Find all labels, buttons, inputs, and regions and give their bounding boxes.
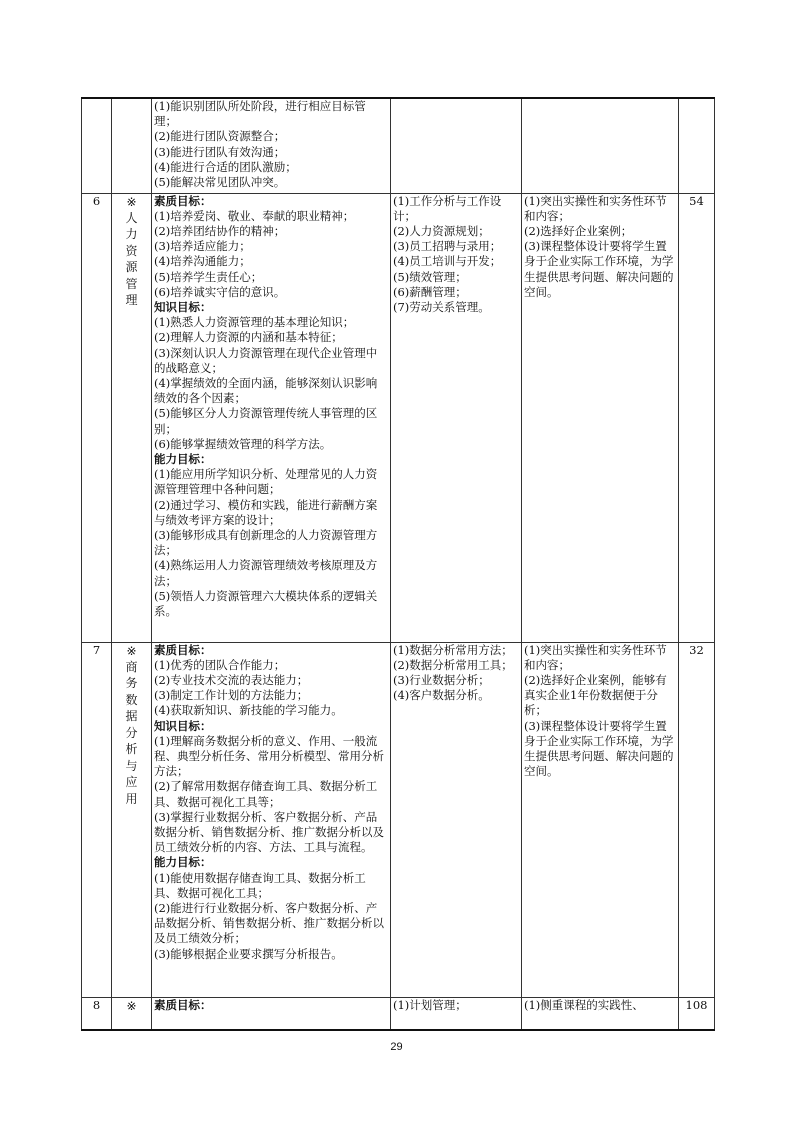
objectives-cell: [152, 997, 391, 1030]
objective-item: (4)掌握绩效的全面内涵，能够深刻认识影响绩效的各个因素；: [154, 375, 378, 406]
objective-heading: 能力目标：: [154, 451, 212, 466]
page-number: 29: [390, 1041, 403, 1053]
hours: 54: [679, 193, 715, 642]
objective-item: (1)能使用数据存储查询工具、数据分析工具、数据可视化工具；: [154, 870, 366, 900]
content-item: (6)薪酬管理；: [393, 284, 467, 299]
objective-item: (2)理解人力资源的内涵和基本特征；: [154, 330, 343, 345]
objective-item: (1)理解商务数据分析的意义、作用、一般流程、典型分析任务、常用分析模型、常用分析方法；: [154, 733, 384, 779]
table-row: [82, 98, 715, 193]
requirement-item: (2)选择好企业案例，能够有真实企业1年份数据便于分析；: [524, 672, 667, 718]
objective-item: (4)培养沟通能力；: [154, 254, 251, 269]
objectives-cell: [152, 98, 391, 193]
content-item: (5)绩效管理；: [393, 269, 467, 284]
objective-item: (4)熟练运用人力资源管理绩效考核原理及方法；: [154, 558, 378, 588]
objective-item: (3)能够根据企业要求撰写分析报告。: [154, 946, 343, 961]
requirement-item: (3)课程整体设计要将学生置身于企业实际工作环境，为学生提供思考问题、解决问题的空间。: [524, 239, 674, 299]
objective-item: (2)培养团结协作的精神；: [154, 223, 286, 238]
objective-heading: 素质目标：: [154, 642, 212, 657]
objective-item: (1)熟悉人力资源管理的基本理论知识；: [154, 315, 355, 330]
objective-item: (4)获取新知识、新技能的学习能力。: [154, 703, 343, 718]
objective-item: (2)能进行行业数据分析、客户数据分析、产品数据分析、销售数据分析、推广数据分析以及员工绩效分析；: [154, 900, 384, 946]
row-number: [82, 98, 112, 193]
content-item: (1)数据分析常用方法；: [393, 642, 513, 657]
core-course-mark: ※: [126, 643, 137, 658]
row-number: 8: [82, 997, 112, 1030]
content-item: (4)员工培训与开发；: [393, 254, 502, 269]
objective-item: (3)能进行团队有效沟通；: [154, 144, 286, 159]
core-course-mark: ※: [126, 194, 137, 209]
objective-heading: 素质目标：: [154, 193, 212, 208]
row-number: 7: [82, 642, 112, 997]
objective-item: (1)能识别团队所处阶段，进行相应目标管理；: [154, 99, 366, 129]
course-name-cell: [112, 642, 152, 997]
objective-item: (2)通过学习、模仿和实践，能进行薪酬方案与绩效考评方案的设计；: [154, 497, 378, 527]
hours: 32: [679, 642, 715, 997]
content-item: (3)员工招聘与录用；: [393, 239, 502, 254]
objectives-cell: [152, 642, 391, 997]
content-item: (1)计划管理；: [393, 997, 467, 1012]
requirement-item: (1)突出实操性和实务性环节和内容；: [524, 193, 667, 223]
objective-heading: 能力目标：: [154, 855, 212, 870]
curriculum-table-sheet: [81, 97, 714, 1031]
objective-item: (2)专业技术交流的表达能力；: [154, 672, 309, 687]
content-item: (7)劳动关系管理。: [393, 299, 490, 314]
requirements-cell: [522, 98, 679, 193]
objective-item: (3)掌握行业数据分析、客户数据分析、产品数据分析、销售数据分析、推广数据分析以及员工绩效分析的内容、方法、工具与流程。: [154, 809, 384, 855]
content-cell: [391, 98, 522, 193]
objective-item: (1)培养爱岗、敬业、奉献的职业精神；: [154, 208, 355, 223]
table-row: [82, 642, 715, 997]
content-cell: [391, 997, 522, 1030]
objective-item: (2)能进行团队资源整合；: [154, 129, 286, 144]
objective-item: (5)领悟人力资源管理六大模块体系的逻辑关系。: [154, 588, 378, 618]
objective-item: (5)能解决常见团队冲突。: [154, 175, 286, 190]
requirement-item: (1)突出实操性和实务性环节和内容；: [524, 642, 667, 672]
content-item: (4)客户数据分析。: [393, 688, 490, 703]
content-cell: [391, 193, 522, 642]
requirement-item: (2)选择好企业案例；: [524, 223, 633, 238]
objective-item: (2)了解常用数据存储查询工具、数据分析工具、数据可视化工具等；: [154, 779, 378, 809]
objective-item: (6)培养诚实守信的意识。: [154, 284, 286, 299]
objective-item: (3)培养适应能力；: [154, 239, 251, 254]
objective-item: (1)能应用所学知识分析、处理常见的人力资源管理管理中各种问题；: [154, 467, 378, 497]
objective-item: (5)能够区分人力资源管理传统人事管理的区别；: [154, 406, 378, 436]
requirements-cell: [522, 642, 679, 997]
objective-item: (3)能够形成具有创新理念的人力资源管理方法；: [154, 527, 378, 558]
row-number: 6: [82, 193, 112, 642]
content-item: (3)行业数据分析；: [393, 672, 490, 687]
objectives-cell: [152, 193, 391, 642]
table-row: [82, 193, 715, 642]
hours: 108: [679, 997, 715, 1030]
objective-item: (6)能够掌握绩效管理的科学方法。: [154, 436, 332, 451]
table-row: [82, 997, 715, 1030]
content-item: (2)数据分析常用工具；: [393, 657, 513, 672]
course-name: 人力资源管理: [125, 210, 138, 307]
curriculum-table: [81, 97, 715, 1031]
core-course-mark: ※: [126, 998, 137, 1013]
content-cell: [391, 642, 522, 997]
requirement-item: (1)侧重课程的实践性、: [524, 997, 644, 1012]
course-name: 商务数据分析与应用: [125, 659, 138, 806]
objective-item: (4)能进行合适的团队激励；: [154, 159, 297, 174]
course-name-cell: [112, 193, 152, 642]
objective-heading: 知识目标：: [154, 299, 212, 314]
requirements-cell: [522, 997, 679, 1030]
hours: [679, 98, 715, 193]
requirement-item: (3)课程整体设计要将学生置身于企业实际工作环境，为学生提供思考问题、解决问题的空间。: [524, 718, 674, 779]
course-name-cell: [112, 997, 152, 1030]
objective-item: (3)深刻认识人力资源管理在现代企业管理中的战略意义；: [154, 345, 378, 375]
objective-heading: 知识目标：: [154, 718, 212, 733]
content-item: (2)人力资源规划；: [393, 223, 490, 238]
content-item: (1)工作分析与工作设计；: [393, 193, 502, 223]
course-name-cell: [112, 98, 152, 193]
requirements-cell: [522, 193, 679, 642]
objective-heading: 素质目标：: [154, 997, 212, 1012]
objective-item: (1)优秀的团队合作能力；: [154, 657, 286, 672]
objective-item: (5)培养学生责任心；: [154, 269, 263, 284]
objective-item: (3)制定工作计划的方法能力；: [154, 688, 309, 703]
